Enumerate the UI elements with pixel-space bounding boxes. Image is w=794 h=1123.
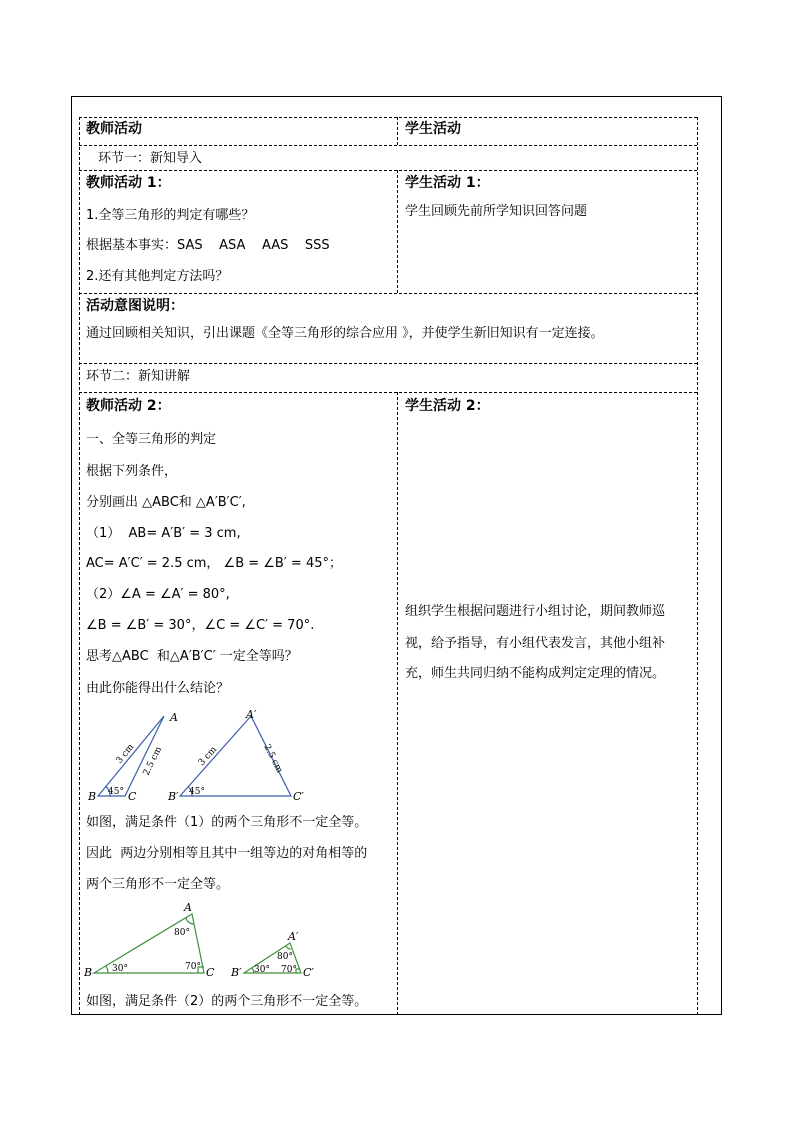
teacher-activity-1-line: 根据基本事实：SAS ASA AAS SSS [86,238,330,253]
label-a-prime: A′ [288,930,299,943]
section-2-title: 环节二：新知讲解 [86,369,191,384]
table-rule [79,145,697,146]
teacher-activity-2-line: 分别画出 △ABC和 △A′B′C′, [86,495,246,510]
intent-text: 通过回顾相关知识，引出课题《全等三角形的综合应用 》，并使学生新旧知识有一定连接。 [86,326,604,341]
label-angle-b: 30° [112,964,128,974]
label-c: C [128,790,137,803]
table-rule [79,117,697,118]
teacher-activity-2-title: 教师活动 2： [86,398,171,414]
column-divider [397,392,398,1015]
student-activity-2-line: 组织学生根据问题进行小组讨论，期间教师巡 [405,604,666,619]
label-a-prime-c-prime: 2.5 cm [261,742,285,775]
teacher-activity-2-line: （1） AB= A′B′ = 3 cm, [86,526,241,541]
header-teacher: 教师活动 [86,121,142,137]
conclusion-line: 如图，满足条件（2）的两个三角形不一定全等。 [86,994,368,1009]
teacher-activity-1-line: 2.还有其他判定方法吗？ [86,269,229,284]
column-divider [397,117,398,145]
student-activity-2-line: 视，给予指导，有小组代表发言，其他小组补 [405,636,666,651]
table-rule [697,117,698,1015]
teacher-activity-2-line: 一、全等三角形的判定 [86,432,217,447]
student-activity-2-line: 充，师生共同归纳不能构成判定定理的情况。 [405,666,666,681]
table-rule [79,170,697,171]
header-student: 学生活动 [405,121,461,137]
conclusion-line: 两个三角形不一定全等。 [86,877,230,892]
label-a: A [170,711,178,724]
label-angle-a-prime: 80° [277,952,293,962]
teacher-activity-1-title: 教师活动 1： [86,175,171,191]
label-c: C [206,966,215,979]
student-activity-1-text: 学生回顾先前所学知识回答问题 [405,204,588,219]
label-angle-b: 45° [108,787,124,797]
label-b: B [84,966,93,979]
conclusion-line: 如图，满足条件（1）的两个三角形不一定全等。 [86,815,368,830]
teacher-activity-2-line: 由此你能得出什么结论？ [86,681,230,696]
label-ac: 2.5 cm [141,745,165,778]
label-angle-b-prime: 45° [189,787,205,797]
label-ab: 3 cm [114,742,137,766]
label-angle-b-prime: 30° [254,965,270,975]
section-1-title: 环节一：新知导入 [98,151,203,166]
label-c-prime: C′ [303,966,314,979]
student-activity-2-title: 学生活动 2： [405,398,490,414]
table-rule [79,392,697,393]
column-divider [397,170,398,293]
table-rule [79,117,80,1015]
student-activity-1-title: 学生活动 1： [405,175,490,191]
teacher-activity-2-line: 根据下列条件， [86,464,178,479]
teacher-activity-2-line: ∠B = ∠B′ = 30°，∠C = ∠C′ = 70°. [86,618,315,633]
label-angle-c-prime: 70° [281,965,297,975]
label-a-prime: A′ [246,708,257,721]
label-angle-a: 80° [174,928,190,938]
label-b-prime: B′ [168,790,179,803]
label-b-prime: B′ [231,966,242,979]
teacher-activity-2-line: AC= A′C′ = 2.5 cm， ∠B = ∠B′ = 45°； [86,556,343,571]
table-rule [79,293,697,294]
label-b: B [88,790,97,803]
label-c-prime: C′ [293,790,304,803]
teacher-activity-1-line: 1.全等三角形的判定有哪些？ [86,208,255,223]
label-a-prime-b-prime: 3 cm [196,744,220,769]
conclusion-line: 因此 两边分别相等且其中一组等边的对角相等的 [86,846,368,861]
intent-title: 活动意图说明： [86,298,184,314]
label-angle-c: 70° [185,962,201,972]
label-a: A [184,901,192,914]
teacher-activity-2-line: （2）∠A = ∠A′ = 80°, [86,587,230,602]
table-rule [79,363,697,364]
triangle-figure-1 [84,704,334,804]
teacher-activity-2-line: 思考△ABC 和△A′B′C′ 一定全等吗？ [86,649,298,664]
triangle-figure-2 [84,897,324,982]
